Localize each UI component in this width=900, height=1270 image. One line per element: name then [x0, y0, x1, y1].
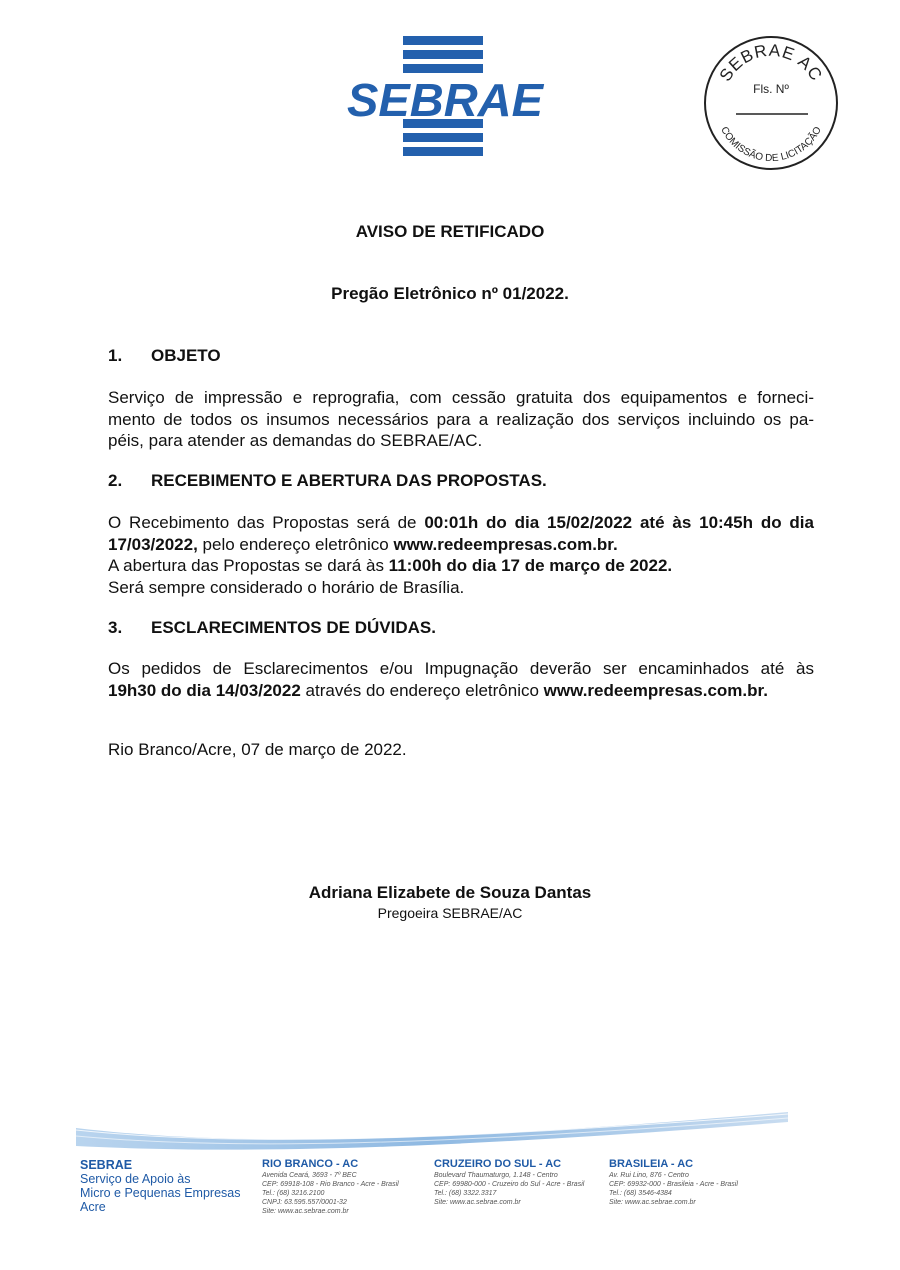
section-number: 1. — [108, 346, 123, 365]
signature-name: Adriana Elizabete de Souza Dantas — [308, 883, 592, 902]
footer-organization — [80, 1158, 241, 1214]
text-run: Os pedidos de Esclarecimentos e/ou Impugnação deverão ser encaminhados até às — [108, 659, 814, 678]
website-link[interactable]: www.redeempresas.com.br. — [543, 680, 768, 700]
stamp-bottom-text: COMISSÃO DE LICITAÇÃO — [718, 125, 824, 165]
office-site[interactable]: Site: www.ac.sebrae.com.br — [434, 1199, 521, 1206]
footer-org-line: Micro e Pequenas Empresas — [80, 1186, 241, 1200]
footer-org-title: SEBRAE — [80, 1158, 133, 1172]
section-title: ESCLARECIMENTOS DE DÚVIDAS. — [151, 618, 436, 637]
esclarecimentos-paragraph — [108, 658, 814, 701]
document-title: AVISO DE RETIFICADO — [355, 222, 545, 241]
office-title: BRASILEIA - AC — [609, 1158, 694, 1170]
commission-stamp — [702, 34, 840, 172]
document-subtitle: Pregão Eletrônico nº 01/2022. — [331, 284, 569, 303]
footer-office-cruzeiro-do-sul — [434, 1158, 584, 1207]
text-run: Será sempre considerado o horário de Brasília. — [108, 577, 465, 597]
office-phone: Tel.: (68) 3546-4384 — [609, 1190, 672, 1197]
logo-text: SEBRAE — [347, 74, 545, 126]
bold-run: 11:00h do dia 17 de março de 2022. — [388, 556, 673, 575]
sebrae-logo — [340, 36, 550, 158]
office-title: CRUZEIRO DO SUL - AC — [434, 1158, 562, 1170]
office-address: Boulevard Thaumaturgo, 1.148 - Centro — [434, 1172, 558, 1179]
objeto-line: mento de todos os insumos necessários para a realização dos serviços incluindo os pa- — [108, 409, 814, 429]
objeto-line: Serviço de impressão e reprografia, com cessão gratuita dos equipamentos e forneci- — [108, 388, 814, 407]
office-phone: Tel.: (68) 3216.2100 — [262, 1190, 325, 1197]
objeto-line: péis, para atender as demandas do SEBRAE/AC. — [108, 431, 483, 450]
section-title: RECEBIMENTO E ABERTURA DAS PROPOSTAS. — [151, 471, 547, 490]
section-heading-recebimento — [108, 471, 547, 491]
section-heading-objeto — [108, 346, 221, 366]
office-address: Avenida Ceará, 3693 - 7º BEC — [262, 1172, 357, 1179]
office-title: RIO BRANCO - AC — [262, 1158, 359, 1170]
footer-office-brasileia — [609, 1158, 738, 1207]
section-title: OBJETO — [151, 346, 221, 365]
office-cep: CEP: 69980-000 - Cruzeiro do Sul - Acre - Brasil — [434, 1181, 585, 1188]
website-link[interactable]: www.redeempresas.com.br. — [393, 534, 618, 554]
svg-text:SEBRAE AC — [716, 41, 827, 85]
section-number: 2. — [108, 471, 123, 490]
footer-org-line: Serviço de Apoio às — [80, 1172, 191, 1186]
office-address: Av. Rui Lino, 876 - Centro — [609, 1172, 689, 1179]
stamp-middle-text: Fls. Nº — [753, 82, 789, 96]
text-run: através do endereço eletrônico — [300, 680, 544, 700]
stamp-top-text: SEBRAE AC — [715, 40, 827, 85]
bold-run: 00:01h do dia 15/02/2022 até às 10:45h do dia — [424, 513, 814, 532]
text-run: pelo endereço eletrônico — [197, 534, 394, 554]
footer-wave — [76, 1106, 788, 1154]
office-cep: CEP: 69932-000 - Brasileia - Acre - Brasil — [609, 1181, 738, 1188]
footer-office-rio-branco — [262, 1158, 399, 1216]
text-run: O Recebimento das Propostas será de — [108, 513, 425, 532]
office-cnpj: CNPJ: 63.595.557/0001-32 — [262, 1199, 347, 1206]
office-site[interactable]: Site: www.ac.sebrae.com.br — [262, 1208, 349, 1215]
office-site[interactable]: Site: www.ac.sebrae.com.br — [609, 1199, 696, 1206]
date-line: Rio Branco/Acre, 07 de março de 2022. — [108, 740, 407, 759]
signature-role: Pregoeira SEBRAE/AC — [377, 905, 523, 921]
bold-run: 19h30 do dia 14/03/2022 — [108, 680, 301, 700]
office-cep: CEP: 69918-108 - Rio Branco - Acre - Brasil — [262, 1181, 399, 1188]
section-number: 3. — [108, 618, 123, 637]
section-heading-esclarecimentos — [108, 618, 436, 638]
text-run: A abertura das Propostas se dará às — [108, 556, 389, 575]
office-phone: Tel.: (68) 3322.3317 — [434, 1190, 497, 1197]
footer-org-line: Acre — [80, 1200, 106, 1214]
recebimento-paragraph — [108, 512, 814, 598]
bold-run: 17/03/2022, — [108, 534, 198, 554]
objeto-paragraph — [108, 387, 814, 452]
